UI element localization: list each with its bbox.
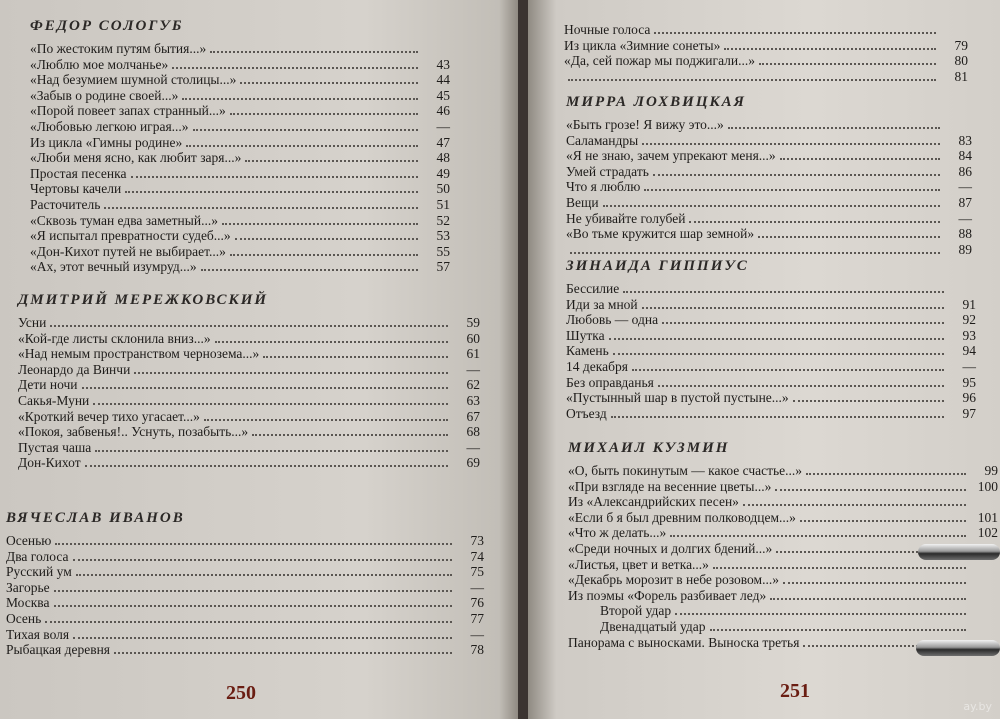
toc-entry (18, 393, 480, 409)
toc-entry-title: «О, быть покинутым — какое счастье...» (568, 463, 803, 478)
toc-entry-page: 59 (466, 315, 480, 330)
toc-entry-page: 67 (466, 408, 480, 424)
toc-entry-page: 84 (958, 148, 972, 164)
toc-entry (30, 119, 450, 135)
page-number: 251 (780, 680, 810, 702)
toc-entry-page: — (470, 579, 484, 595)
toc-list (30, 41, 450, 275)
dot-leader (642, 307, 944, 309)
section-continuation (564, 22, 968, 84)
dot-leader (644, 189, 940, 191)
toc-entry-page: 47 (436, 134, 450, 150)
toc-list (566, 117, 972, 257)
toc-entry (18, 409, 480, 425)
dot-leader (252, 434, 448, 436)
toc-entry-page: 97 (962, 405, 976, 421)
toc-entry-page: 80 (954, 53, 968, 69)
toc-entry-title: Ночные голоса (564, 22, 651, 37)
toc-entry (30, 150, 450, 166)
author-heading: ДМИТРИЙ МЕРЕЖКОВСКИЙ (18, 292, 269, 308)
toc-entry (566, 226, 972, 242)
toc-entry (564, 69, 968, 85)
toc-entry-page: 100 (977, 478, 998, 494)
toc-entry-page: 93 (962, 327, 976, 343)
dot-leader (642, 143, 940, 145)
toc-entry-page: 87 (958, 194, 972, 210)
toc-entry-title: Бессилие (566, 281, 620, 296)
toc-entry-page: 48 (436, 150, 450, 166)
dot-leader (93, 403, 448, 405)
toc-entry-page: 73 (470, 533, 484, 548)
toc-entry (30, 197, 450, 213)
binder-clip-lower (916, 640, 1000, 656)
toc-entry-page: 102 (977, 525, 998, 541)
toc-entry-title: Отъезд (566, 405, 607, 421)
author-heading: ЗИНАИДА ГИППИУС (566, 258, 749, 274)
dot-leader (54, 605, 453, 607)
dot-leader (568, 79, 936, 81)
dot-leader (114, 652, 452, 654)
toc-entry-page: 43 (436, 56, 450, 72)
dot-leader (611, 416, 944, 418)
toc-entry (6, 549, 484, 565)
toc-entry-title: Тихая воля (6, 626, 70, 642)
toc-entry (566, 195, 972, 211)
toc-entry (30, 103, 450, 119)
dot-leader (662, 322, 944, 324)
toc-entry (566, 359, 976, 375)
toc-entry-page: 53 (436, 228, 450, 244)
dot-leader (235, 238, 418, 240)
dot-leader (210, 51, 418, 53)
dot-leader (201, 269, 418, 271)
toc-entry-page: — (958, 210, 972, 226)
dot-leader (85, 465, 448, 467)
toc-entry-title: «Покоя, забвенья!.. Уснуть, позабыть...» (18, 424, 249, 440)
toc-entry (30, 213, 450, 229)
dot-leader (653, 174, 940, 176)
toc-entry (568, 494, 998, 510)
toc-entry-page: 55 (436, 243, 450, 259)
dot-leader (759, 63, 936, 65)
toc-entry (566, 164, 972, 180)
dot-leader (263, 356, 448, 358)
dot-leader (710, 629, 966, 631)
toc-entry-page: 45 (436, 87, 450, 103)
toc-entry (566, 211, 972, 227)
toc-entry-title: «Если б я был древним полководцем...» (568, 509, 796, 525)
toc-entry (18, 455, 480, 471)
toc-entry-title: Из цикла «Зимние сонеты» (564, 37, 721, 53)
dot-leader (230, 113, 418, 115)
dot-leader (215, 341, 448, 343)
toc-entry (566, 148, 972, 164)
toc-entry (564, 53, 968, 69)
toc-entry-title: Москва (6, 595, 50, 611)
toc-entry-title: Леонардо да Винчи (18, 361, 131, 377)
dot-leader (73, 637, 452, 639)
toc-entry (30, 166, 450, 182)
toc-entry (566, 281, 976, 297)
toc-entry-page: 52 (436, 212, 450, 228)
toc-entry-page: 83 (958, 132, 972, 148)
toc-entry-page: 74 (470, 548, 484, 564)
toc-entry-page: — (962, 358, 976, 374)
binder-clip-upper (918, 544, 1000, 560)
toc-entry (566, 179, 972, 195)
toc-list (18, 315, 480, 471)
toc-entry (564, 22, 968, 38)
toc-entry (568, 463, 998, 479)
toc-entry-page: 79 (954, 37, 968, 53)
dot-leader (245, 160, 418, 162)
dot-leader (670, 535, 966, 537)
toc-entry-page: — (958, 179, 972, 195)
dot-leader (186, 145, 418, 147)
toc-entry-page: 46 (436, 103, 450, 119)
toc-entry (568, 510, 998, 526)
toc-entry-title: «Над немым пространством чернозема...» (18, 346, 260, 362)
toc-entry-title: «Быть грозе! Я вижу это...» (566, 117, 724, 132)
dot-leader (724, 48, 936, 50)
toc-entry (18, 362, 480, 378)
toc-entry-title: Осенью (6, 533, 52, 548)
toc-entry-title: Усни (18, 315, 47, 330)
toc-entry (6, 533, 484, 549)
dot-leader (134, 372, 448, 374)
toc-entry (566, 406, 976, 422)
toc-entry (30, 244, 450, 260)
toc-entry-title: Не убивайте голубей (566, 210, 686, 226)
toc-entry-title: Осень (6, 610, 42, 626)
toc-entry (6, 642, 484, 658)
toc-entry-page: 61 (466, 346, 480, 362)
dot-leader (689, 221, 940, 223)
toc-entry-title: Панорама с выносками. Выноска третья (568, 634, 800, 650)
toc-entry (6, 627, 484, 643)
toc-entry-title: Сакья-Муни (18, 392, 90, 408)
toc-entry-title: Два голоса (6, 548, 69, 564)
toc-entry-title: «Забыв о родине своей...» (30, 87, 179, 103)
toc-entry (30, 57, 450, 73)
section-merezhkovsky (18, 292, 480, 471)
toc-entry-title: «Любовью легкою играя...» (30, 118, 189, 134)
dot-leader (76, 574, 452, 576)
toc-entry (566, 117, 972, 133)
toc-entry (566, 390, 976, 406)
toc-entry (568, 525, 998, 541)
toc-entry (6, 564, 484, 580)
watermark: ay.by (963, 700, 992, 713)
toc-entry-title: «Среди ночных и долгих бдений...» (568, 540, 773, 556)
dot-leader (95, 450, 448, 452)
toc-entry (568, 588, 998, 604)
toc-entry-page: — (470, 626, 484, 642)
toc-entry-title: Простая песенка (30, 165, 127, 181)
toc-entry-page: — (466, 361, 480, 377)
toc-entry-page: 96 (962, 390, 976, 406)
toc-entry-title: Шутка (566, 327, 605, 343)
toc-entry (18, 424, 480, 440)
toc-entry-page: 62 (466, 377, 480, 393)
dot-leader (45, 621, 452, 623)
toc-entry (568, 603, 998, 619)
dot-leader (654, 32, 936, 34)
toc-entry-title: Без оправданья (566, 374, 654, 390)
toc-entry (30, 41, 450, 57)
toc-entry (18, 440, 480, 456)
toc-entry-title: «При взгляде на весенние цветы...» (568, 478, 772, 494)
toc-entry-page: 68 (466, 424, 480, 440)
dot-leader (182, 98, 418, 100)
toc-entry-page: 101 (977, 509, 998, 525)
toc-entry-page: 69 (466, 455, 480, 471)
toc-entry-title: Иди за мной (566, 296, 638, 312)
toc-entry (566, 343, 976, 359)
dot-leader (806, 473, 966, 475)
dot-leader (675, 613, 966, 615)
toc-entry-title: Дон-Кихот (18, 455, 81, 471)
toc-entry (568, 479, 998, 495)
dot-leader (793, 400, 944, 402)
dot-leader (775, 489, 966, 491)
dot-leader (658, 385, 944, 387)
dot-leader (131, 176, 419, 178)
toc-entry (6, 580, 484, 596)
toc-entry-title: Двенадцатый удар (600, 618, 706, 634)
toc-entry-page: 89 (958, 241, 972, 257)
toc-entry (18, 377, 480, 393)
dot-leader (570, 252, 940, 254)
right-page (528, 0, 1000, 719)
section-ivanov (6, 510, 484, 658)
toc-entry-title: Саламандры (566, 132, 639, 148)
author-heading: ВЯЧЕСЛАВ ИВАНОВ (6, 510, 185, 526)
dot-leader (713, 567, 966, 569)
toc-entry-page: 94 (962, 343, 976, 359)
toc-entry-title: «Пустынный шар в пустой пустыне...» (566, 390, 789, 406)
dot-leader (632, 369, 944, 371)
toc-entry (564, 38, 968, 54)
toc-entry-title: 14 декабря (566, 358, 628, 374)
author-heading: МИРРА ЛОХВИЦКАЯ (566, 94, 746, 110)
author-heading: ФЕДОР СОЛОГУБ (30, 18, 184, 34)
dot-leader (193, 129, 418, 131)
dot-leader (240, 82, 418, 84)
toc-entry-title: «Листья, цвет и ветка...» (568, 556, 709, 572)
toc-entry-page: 86 (958, 163, 972, 179)
toc-list (564, 22, 968, 84)
toc-entry (18, 346, 480, 362)
toc-entry-page: 99 (984, 463, 998, 478)
dot-leader (125, 191, 418, 193)
author-heading: МИХАИЛ КУЗМИН (568, 440, 730, 456)
toc-entry-title: «Я не знаю, зачем упрекают меня...» (566, 148, 776, 164)
toc-entry-title: Расточитель (30, 196, 101, 212)
toc-entry-title: «Люблю мое молчанье» (30, 56, 169, 72)
toc-list (6, 533, 484, 658)
dot-leader (50, 325, 448, 327)
toc-entry (568, 619, 998, 635)
toc-entry-page: 81 (954, 68, 968, 84)
toc-entry (566, 312, 976, 328)
toc-entry-title: Рыбацкая деревня (6, 642, 111, 658)
section-gippius (566, 258, 976, 421)
toc-entry (30, 88, 450, 104)
toc-entry-page: 78 (470, 642, 484, 658)
dot-leader (783, 582, 966, 584)
toc-entry-title: «Я испытал превратности судеб...» (30, 228, 231, 244)
toc-entry-title: Что я люблю (566, 179, 641, 195)
dot-leader (204, 419, 448, 421)
toc-entry-page: 60 (466, 330, 480, 346)
toc-entry-page: 88 (958, 226, 972, 242)
toc-entry-page: 57 (436, 259, 450, 275)
toc-entry (30, 228, 450, 244)
toc-entry (30, 72, 450, 88)
toc-entry-page: 92 (962, 312, 976, 328)
toc-entry (6, 611, 484, 627)
toc-entry-page: 63 (466, 392, 480, 408)
toc-entry (6, 595, 484, 611)
toc-entry-title: Второй удар (600, 603, 672, 619)
toc-entry-title: «Над безумием шумной столицы...» (30, 72, 237, 88)
toc-entry-page: 76 (470, 595, 484, 611)
toc-entry-page: 49 (436, 165, 450, 181)
dot-leader (82, 387, 448, 389)
toc-entry (566, 328, 976, 344)
toc-entry-title: «Люби меня ясно, как любит заря...» (30, 150, 242, 166)
toc-entry-title: Из «Александрийских песен» (568, 494, 739, 510)
section-sologub (30, 18, 450, 275)
toc-entry-title: Умей страдать (566, 163, 649, 179)
dot-leader (758, 236, 940, 238)
toc-entry-title: Чертовы качели (30, 181, 122, 197)
dot-leader (73, 559, 452, 561)
toc-entry (18, 331, 480, 347)
toc-entry-title: Из поэмы «Форель разбивает лед» (568, 587, 767, 603)
dot-leader (743, 504, 966, 506)
toc-entry-title: «Да, сей пожар мы поджигали...» (564, 53, 756, 69)
toc-entry-page: 75 (470, 564, 484, 580)
toc-entry-page: 44 (436, 72, 450, 88)
section-lokhvitskaya (566, 94, 972, 257)
toc-entry-title: «Кроткий вечер тихо угасает...» (18, 408, 200, 424)
dot-leader (609, 338, 944, 340)
toc-entry-page: 50 (436, 181, 450, 197)
toc-entry-page: — (436, 118, 450, 134)
toc-entry (566, 375, 976, 391)
toc-list (566, 281, 976, 421)
toc-entry-page: 95 (962, 374, 976, 390)
toc-entry-title: Вещи (566, 194, 599, 210)
toc-entry-title: «По жестоким путям бытия...» (30, 41, 207, 56)
toc-entry-title: Загорье (6, 579, 50, 595)
dot-leader (800, 520, 966, 522)
toc-entry-page: 77 (470, 610, 484, 626)
toc-entry-title: «Ах, этот вечный изумруд...» (30, 259, 197, 275)
toc-entry-title: «Декабрь морозит в небе розовом...» (568, 572, 779, 588)
toc-entry-title: «Кой-где листы склонила вниз...» (18, 330, 211, 346)
toc-entry-page: — (466, 439, 480, 455)
toc-entry-title: «Дон-Кихот путей не выбирает...» (30, 243, 226, 259)
toc-entry (568, 572, 998, 588)
toc-entry (566, 133, 972, 149)
page-number: 250 (226, 682, 256, 704)
dot-leader (623, 291, 944, 293)
toc-entry-title: «Во тьме кружится шар земной» (566, 226, 755, 242)
toc-entry-title: Пустая чаша (18, 439, 92, 455)
dot-leader (104, 207, 418, 209)
dot-leader (770, 598, 966, 600)
dot-leader (230, 254, 418, 256)
dot-leader (54, 590, 452, 592)
toc-entry (18, 315, 480, 331)
toc-entry-title: «Что ж делать...» (568, 525, 667, 541)
toc-entry-title: Дети ночи (18, 377, 78, 393)
dot-leader (780, 158, 940, 160)
dot-leader (55, 543, 452, 545)
dot-leader (172, 67, 418, 69)
toc-entry-page: 91 (962, 296, 976, 312)
toc-entry-title: Камень (566, 343, 609, 359)
toc-entry (566, 242, 972, 258)
toc-entry (30, 259, 450, 275)
dot-leader (603, 205, 940, 207)
toc-entry-title: «Сквозь туман едва заметный...» (30, 212, 218, 228)
toc-entry-title: Из цикла «Гимны родине» (30, 134, 183, 150)
toc-entry-title: Любовь — одна (566, 312, 659, 328)
dot-leader (728, 127, 940, 129)
toc-entry-title: Русский ум (6, 564, 72, 580)
toc-entry-page: 51 (436, 196, 450, 212)
toc-entry (30, 181, 450, 197)
toc-entry (566, 297, 976, 313)
toc-entry-title: «Порой повеет запах странный...» (30, 103, 226, 119)
toc-entry (30, 135, 450, 151)
dot-leader (222, 223, 418, 225)
dot-leader (613, 353, 944, 355)
